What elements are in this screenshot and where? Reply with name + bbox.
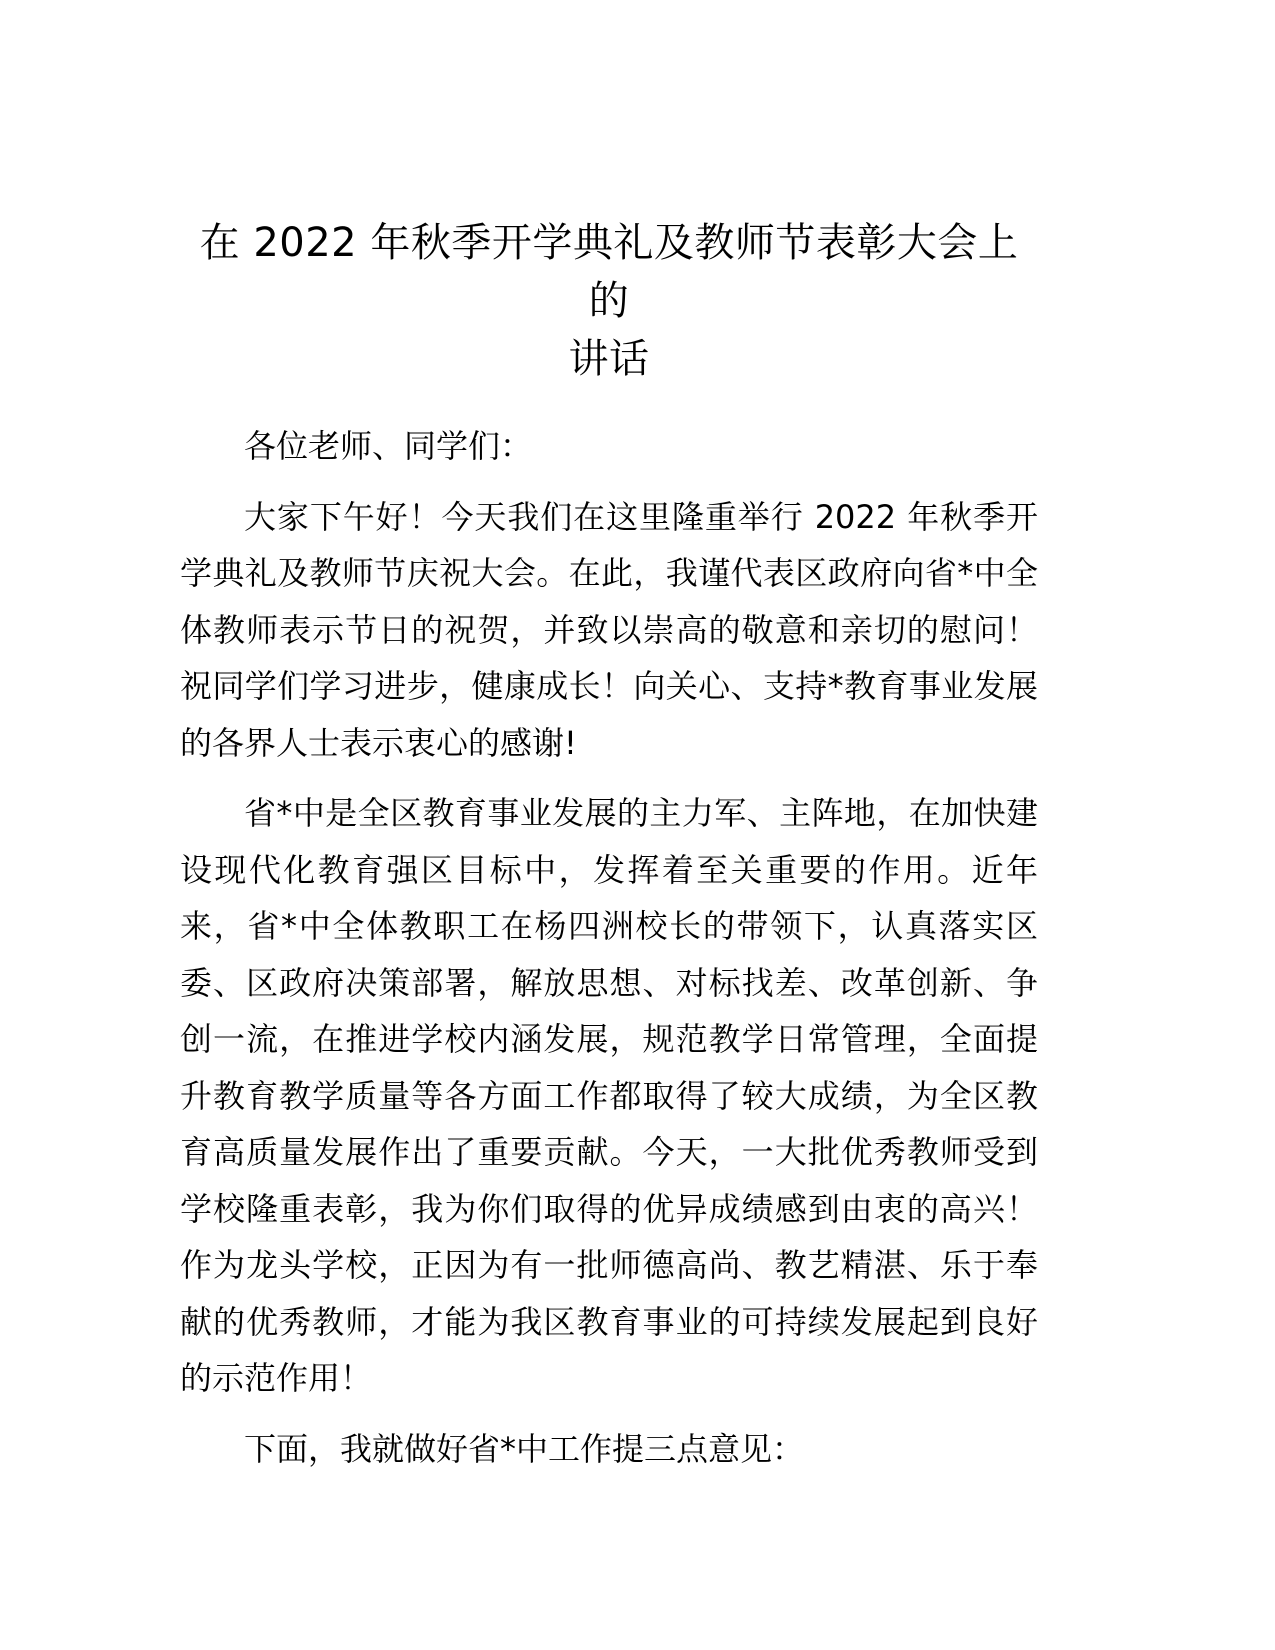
greeting: 各位老师、同学们： xyxy=(244,427,533,465)
title-line-2: 讲话 xyxy=(568,336,650,382)
paragraph-opening: 大家下午好！今天我们在这里隆重举行 2022 年秋季开学典礼及教师节庆祝大会。在此，我谨代表区政府向省*中全体教师表示节日的祝贺，并致以崇高的敬意和亲切的慰问！祝同学们学习进步，健康成长！向关心、支持*教育事业发展的各界人士表示衷心的感谢! xyxy=(180,497,1038,762)
document-page xyxy=(180,214,1038,1477)
paragraph-transition: 下面，我就做好省*中工作提三点意见： xyxy=(244,1429,805,1468)
title-line-1: 在 2022 年秋季开学典礼及教师节表彰大会上的 xyxy=(199,220,1019,324)
paragraph-school-achievements: 省*中是全区教育事业发展的主力军、主阵地，在加快建设现代化教育强区目标中，发挥着至关重要的作用。近年来，省*中全体教职工在杨四洲校长的带领下，认真落实区委、区政府决策部署，解放思想、对标找差、改革创新、争创一流，在推进学校内涵发展，规范教学日常管理，全面提升教育教学质量等各方面工作都取得了较大成绩，为全区教育高质量发展作出了重要贡献。今天，一大批优秀教师受到学校隆重表彰，我为你们取得的优异成绩感到由衷的高兴！作为龙头学校，正因为有一批师德高尚、教艺精湛、乐于奉献的优秀教师，才能为我区教育事业的可持续发展起到良好的示范作用！ xyxy=(180,794,1038,1397)
document-title xyxy=(180,214,1038,388)
